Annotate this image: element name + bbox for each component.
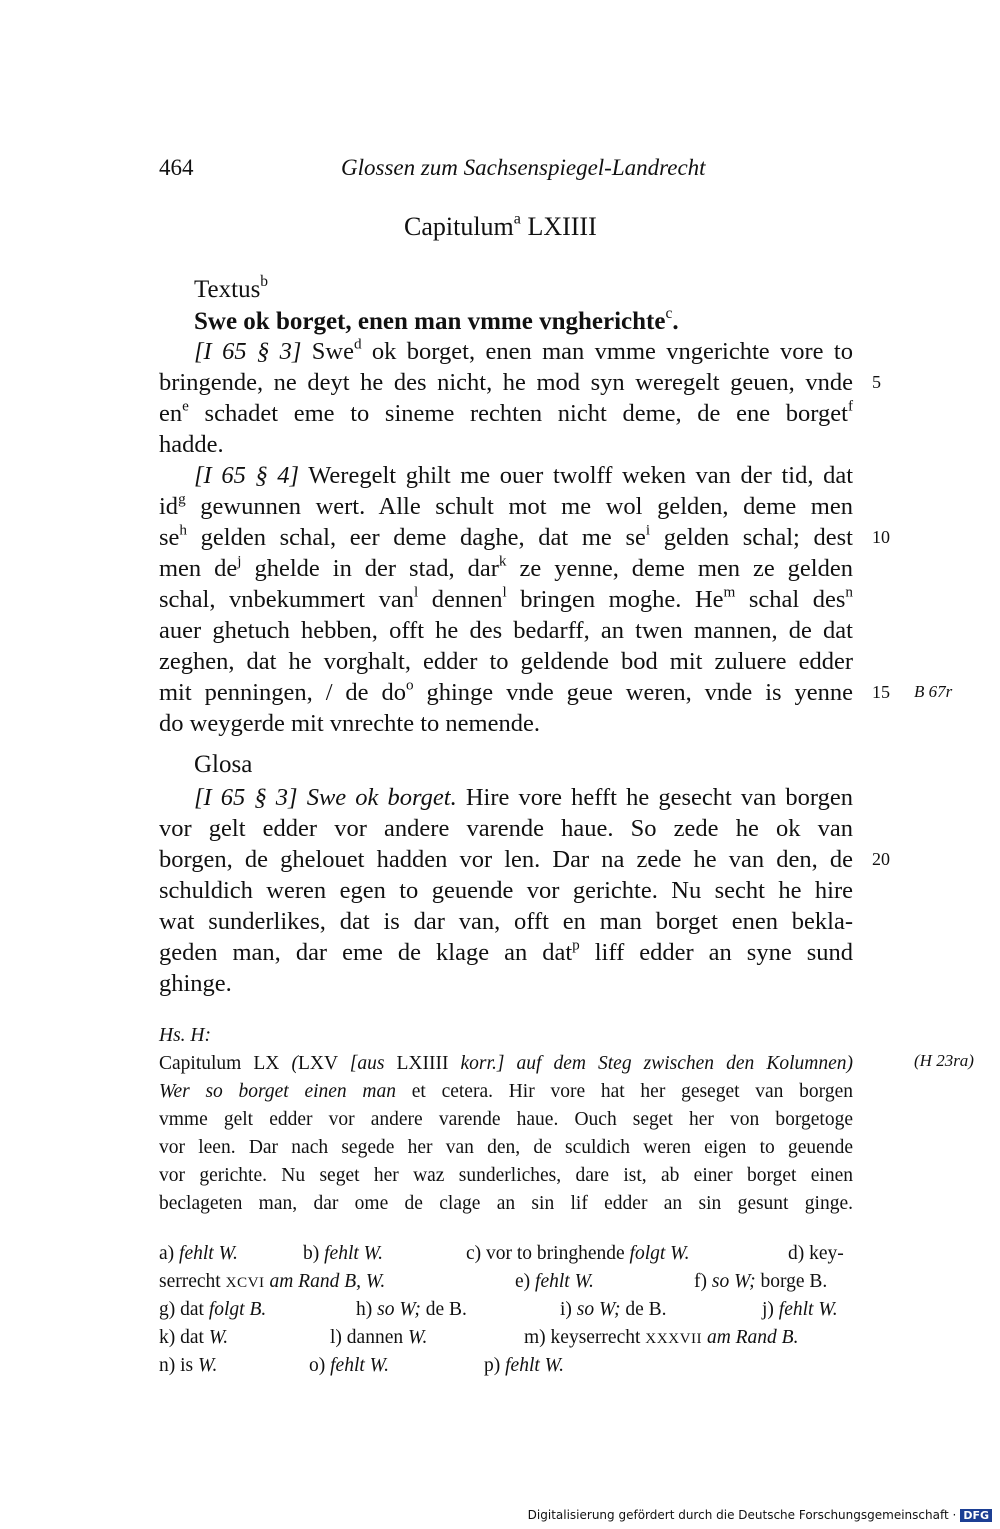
hs-h-line: Wer so borget einen man et cetera. Hir vore hat her geseget van borgen	[159, 1081, 853, 1102]
footnote-c: c) vor to bringhende folgt W.	[466, 1243, 690, 1264]
glosa-line: geden man, dar eme de klage an dat$^p$ liff edder an syne sund	[159, 936, 853, 966]
digitization-footer: Digitalisierung gefördert durch die Deutsche Forschungsgemeinschaft · DFG	[528, 1508, 992, 1522]
line-number: 5	[872, 372, 881, 392]
hs-h-heading: Hs. H:	[159, 1025, 211, 1046]
glosa-line: [I 65 § 3] Swe ok borget. Hire vore hefft he gesecht van borgen	[194, 784, 853, 811]
hs-h-line: beclageten man, dar ome de clage an sin lif edder an sin gesunt ginge.	[159, 1193, 853, 1214]
running-title: Glossen zum Sachsenspiegel-Landrecht	[341, 155, 706, 180]
footnote-l: l) dannen W.	[330, 1327, 428, 1348]
line-number: 15	[872, 682, 890, 702]
glosa-line: borgen, de ghelouet hadden vor len. Dar na zede he van den, de	[159, 846, 853, 873]
line-number: 10	[872, 527, 890, 547]
footnote-e: e) fehlt W.	[515, 1271, 594, 1292]
hs-h-line: vmme gelt edder vor andere varende haue. Ouch seget her von borgetoge	[159, 1109, 853, 1130]
textus-line: mit penningen, / de $do^o$ ghinge vnde geue weren, vnde is yenne	[159, 676, 853, 706]
line-number: 20	[872, 849, 890, 869]
textus-line: men $de^j$ ghelde in der stad, dar$^k$ ze yenne, deme men ze gelden	[159, 552, 853, 582]
footnote-a: a) fehlt W.	[159, 1243, 238, 1264]
textus-line: [I 65 § 4] Weregelt ghilt me ouer twolff weken van der tid, dat	[194, 462, 853, 489]
footnote-f: f) so W; borge B.	[694, 1271, 828, 1292]
page-number: 464	[159, 155, 194, 180]
textus-line: $en^e$ schadet eme to sineme rechten nicht deme, de ene borget$^f$	[159, 397, 853, 427]
footnote-m: m) keyserrecht XXXVII am Rand B.	[524, 1327, 799, 1348]
textus-line: do weygerde mit vnrechte to nemende.	[159, 710, 540, 737]
footnote-n: n) is W.	[159, 1355, 218, 1376]
hs-h-line: Capitulum LX (LXV [aus LXIIII korr.] auf dem Steg zwischen den Kolumnen)	[159, 1053, 853, 1074]
footnote-i: i) so W; de B.	[560, 1299, 667, 1320]
chapter-title: Capitulum$^a$ LXIIII	[404, 210, 597, 241]
hs-h-line: vor gerichte. Nu seget her waz sunderliches, dare ist, ab einer borget einen	[159, 1165, 853, 1186]
textus-line: [I 65 § 3] Swe$^d$ ok borget, enen man vmme vngerichte vore to	[194, 335, 853, 365]
glosa-line: vor gelt edder vor andere varende haue. So zede he ok van	[159, 815, 853, 842]
textus-line: schal, vnbekummert van$^l$ dennen$^l$ bringen moghe. He$^m$ schal des$^n$	[159, 583, 854, 613]
footnote-k: k) dat W.	[159, 1327, 229, 1348]
footnote-p: p) fehlt W.	[484, 1355, 564, 1376]
dfg-logo: DFG	[960, 1509, 992, 1522]
glosa-heading: Glosa	[194, 751, 253, 778]
hs-h-line: vor leen. Dar nach segede her van den, de sculdich weren eigen to geuende	[159, 1137, 853, 1158]
footnote-h: h) so W; de B.	[356, 1299, 467, 1320]
textus-line: auer ghetuch hebben, offt he des bedarff, an twen mannen, de dat	[159, 617, 853, 644]
sidenote-b67r: B 67r	[914, 682, 953, 701]
textus-line: $id^g$ gewunnen wert. Alle schult mot me wol gelden, deme men	[159, 490, 853, 520]
glosa-line: wat sunderlikes, dat is dar van, offt en man borget enen bekla-	[159, 908, 853, 935]
sidenote-h23ra: (H 23ra)	[914, 1051, 974, 1070]
glosa-line: ghinge.	[159, 970, 232, 997]
textus-line: hadde.	[159, 431, 224, 458]
footnote-o: o) fehlt W.	[309, 1355, 389, 1376]
textus-line: bringende, ne deyt he des nicht, he mod syn weregelt geuen, vnde	[159, 369, 853, 396]
footnote-b: b) fehlt W.	[303, 1243, 383, 1264]
textus-line: zeghen, dat he vorghalt, edder to geldende bod mit zuluere edder	[159, 648, 853, 675]
glosa-line: schuldich weren egen to geuende vor gerichte. Nu secht he hire	[159, 877, 853, 904]
footnote-d-cont: serrecht XCVI am Rand B, W.	[159, 1271, 386, 1292]
footnote-d: d) key-	[788, 1243, 844, 1264]
textus-heading: Textus$^b$	[194, 273, 269, 303]
textus-lemma: Swe ok borget, enen man vmme vngherichte$^c$.	[194, 305, 679, 335]
textus-line: $se^h$ gelden schal, eer deme daghe, dat me $se^i$ gelden schal; dest	[159, 521, 853, 551]
footnote-j: j) fehlt W.	[762, 1299, 838, 1320]
footnote-g: g) dat folgt B.	[159, 1299, 267, 1320]
